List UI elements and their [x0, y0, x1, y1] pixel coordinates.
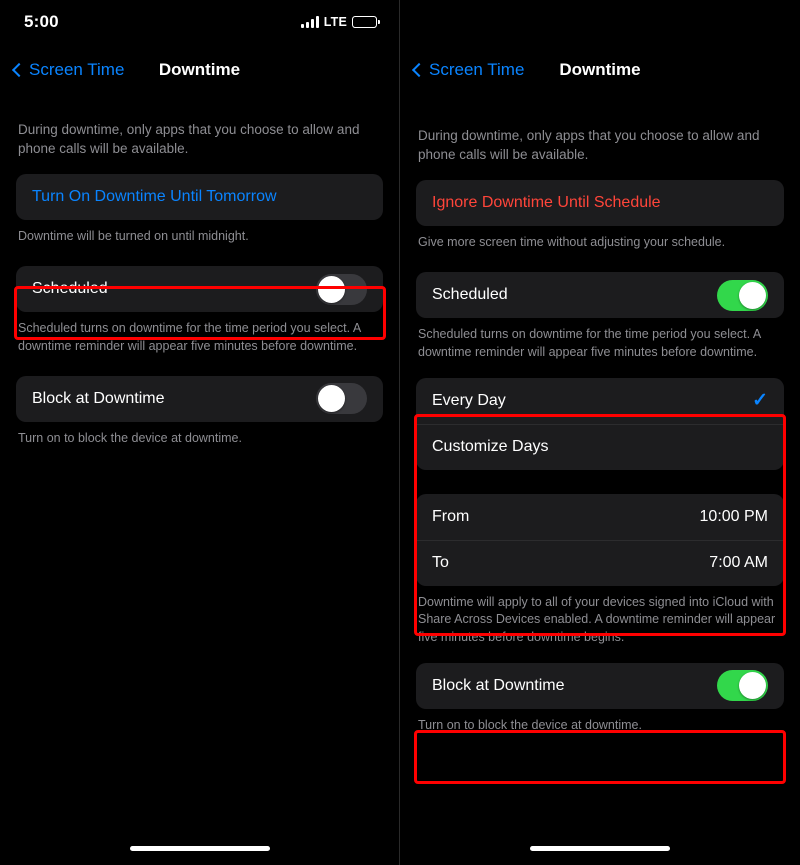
days-card [416, 378, 784, 470]
back-button-label: Screen Time [29, 60, 125, 79]
every-day-row[interactable] [416, 378, 784, 424]
from-value: 10:00 PM [699, 507, 768, 525]
status-time: 5:00 [24, 12, 59, 31]
scheduled-card [16, 266, 383, 312]
scheduled-footnote: Scheduled turns on downtime for the time period you select. A downtime reminder will appear five minutes before downtime. [18, 321, 361, 353]
navigation-bar [0, 44, 399, 96]
scheduled-row[interactable] [416, 272, 784, 318]
navigation-bar [400, 44, 800, 96]
turn-on-downtime-footnote: Downtime will be turned on until midnight. [18, 229, 249, 244]
status-bar [0, 0, 399, 44]
block-at-downtime-toggle[interactable] [717, 670, 768, 701]
scheduled-label: Scheduled [32, 280, 108, 298]
scheduled-row[interactable] [16, 266, 383, 312]
home-indicator [130, 846, 270, 851]
intro-text: During downtime, only apps that you choose to allow and phone calls will be available. [418, 128, 760, 163]
right-phone-screen [400, 0, 800, 865]
back-button[interactable] [414, 60, 524, 80]
left-content [0, 96, 399, 447]
block-at-downtime-label: Block at Downtime [32, 389, 165, 407]
status-indicators [301, 15, 377, 29]
page-title: Downtime [559, 60, 641, 79]
customize-days-label: Customize Days [432, 438, 549, 456]
to-label: To [432, 554, 449, 572]
scheduled-card [416, 272, 784, 318]
block-at-downtime-footnote: Turn on to block the device at downtime. [18, 430, 242, 445]
cellular-signal-icon [301, 16, 319, 28]
from-row[interactable] [416, 494, 784, 540]
scheduled-footnote: Scheduled turns on downtime for the time period you select. A downtime reminder will appear five minutes before downtime. [418, 327, 761, 359]
chevron-left-icon [12, 63, 26, 77]
block-at-downtime-toggle[interactable] [316, 383, 367, 414]
ignore-downtime-label: Ignore Downtime Until Schedule [432, 194, 661, 212]
intro-text: During downtime, only apps that you choose to allow and phone calls will be available. [18, 122, 360, 157]
to-value: 7:00 AM [709, 554, 768, 572]
carrier-label: LTE [323, 15, 347, 29]
ignore-downtime-button[interactable] [416, 180, 784, 226]
ignore-downtime-footnote: Give more screen time without adjusting your schedule. [418, 235, 726, 250]
customize-days-row[interactable] [416, 424, 784, 470]
block-at-downtime-card [416, 663, 784, 709]
from-label: From [432, 507, 470, 525]
scheduled-toggle[interactable] [717, 280, 768, 311]
page-title: Downtime [158, 60, 241, 79]
battery-icon [352, 16, 377, 28]
scheduled-label: Scheduled [432, 286, 508, 304]
times-card [416, 494, 784, 586]
back-button-label: Screen Time [429, 60, 525, 79]
chevron-left-icon [412, 63, 426, 77]
right-content [400, 96, 800, 735]
to-row[interactable] [416, 540, 784, 586]
block-at-downtime-label: Block at Downtime [432, 676, 565, 694]
highlight-block-at-downtime [414, 730, 786, 784]
turn-on-downtime-card [16, 174, 383, 220]
times-footnote: Downtime will apply to all of your devices signed into iCloud with Share Across Devices enabled. A downtime reminder will appear five minutes before downtime begins. [418, 594, 776, 645]
block-at-downtime-row[interactable] [16, 376, 383, 422]
home-indicator [530, 846, 670, 851]
turn-on-downtime-button[interactable] [16, 174, 383, 220]
block-at-downtime-footnote: Turn on to block the device at downtime. [418, 717, 642, 732]
turn-on-downtime-label: Turn On Downtime Until Tomorrow [32, 188, 277, 206]
block-at-downtime-card [16, 376, 383, 422]
ignore-downtime-card [416, 180, 784, 226]
block-at-downtime-row[interactable] [416, 663, 784, 709]
back-button[interactable] [14, 60, 124, 80]
every-day-label: Every Day [432, 391, 506, 409]
scheduled-toggle[interactable] [316, 274, 367, 305]
checkmark-icon: ✓ [752, 390, 768, 412]
